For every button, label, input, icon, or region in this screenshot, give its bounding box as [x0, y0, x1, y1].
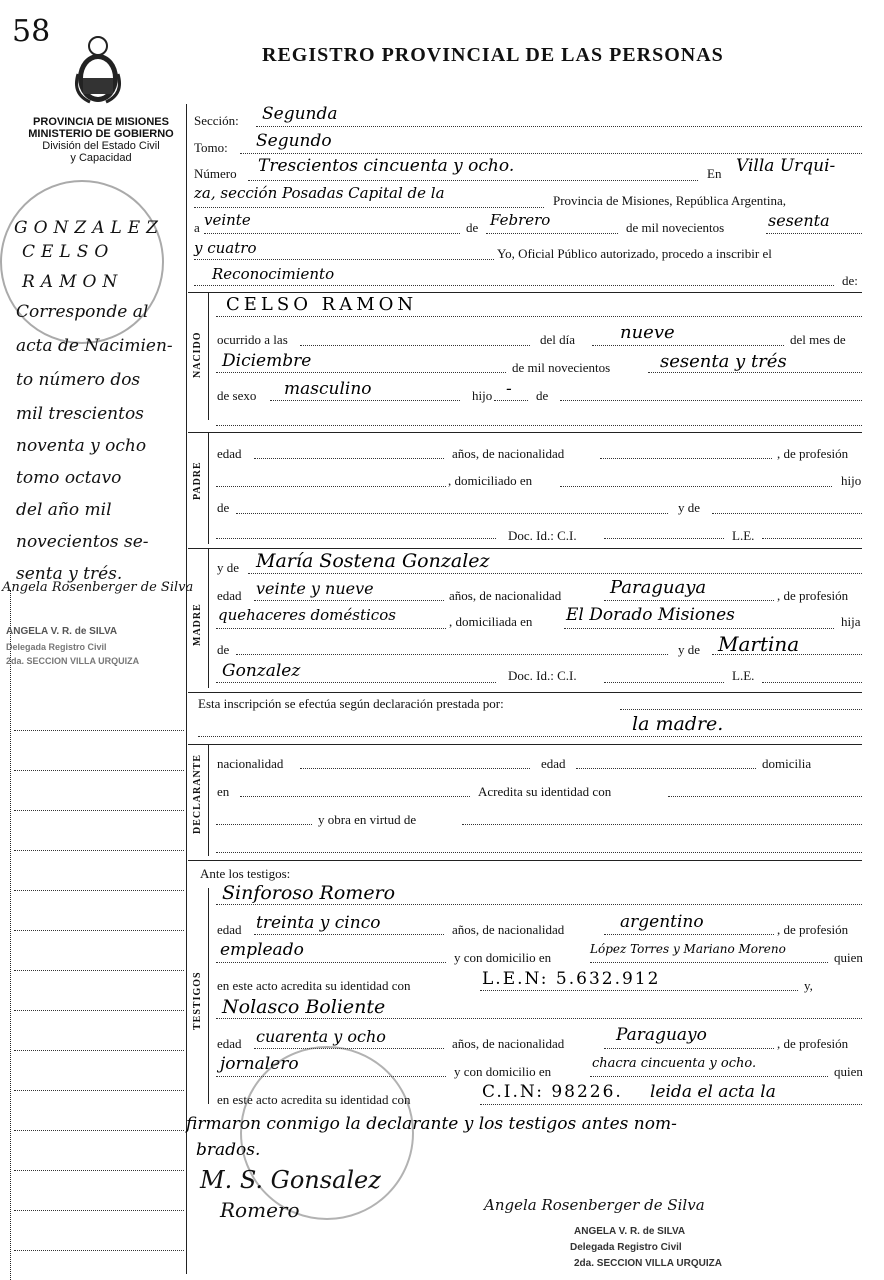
declarante-por-line: [198, 736, 862, 737]
padre-nombre-line: [216, 538, 496, 539]
madre-madre-value2: Gonzalez: [222, 661, 301, 681]
declarante-nacionalidad-line: [300, 768, 530, 769]
testigo1-profesion-value: empleado: [220, 940, 304, 960]
document-title: REGISTRO PROVINCIAL DE LAS PERSONAS: [262, 44, 724, 66]
madre-section-border: [208, 548, 209, 688]
testigo1-documento-line: [480, 990, 798, 991]
margin-line: del año mil: [16, 500, 112, 520]
page-number: 58: [12, 14, 51, 49]
declarante-domicilio-label: domicilia: [762, 756, 812, 771]
declarante-section-border: [208, 744, 209, 856]
madre-edad-line: [254, 600, 444, 601]
testigo1-quien-label: quien: [834, 950, 863, 965]
lugar-line: [194, 207, 544, 208]
padre-section-label: PADRE: [192, 461, 203, 500]
testigo1-edad-label: edad: [217, 922, 242, 937]
en-value2: za, sección Posadas Capital de la: [194, 184, 445, 202]
margin-line: tomo octavo: [16, 468, 122, 488]
madre-nacionalidad-value: Paraguaya: [610, 577, 707, 598]
yo-label: Yo, Oficial Público autorizado, procedo a inscribir el: [497, 246, 772, 261]
nacido-name-line: [216, 316, 862, 317]
testigo1-profesion-line: [216, 962, 446, 963]
margin-blank-line: [14, 850, 184, 851]
madre-profesion-value: quehaceres domésticos: [218, 606, 396, 624]
firma-oficial: Angela Rosenberger de Silva: [484, 1196, 705, 1214]
a-label: a: [194, 220, 200, 235]
tomo-label: Tomo:: [194, 140, 228, 155]
testigo1-edad-line: [254, 934, 444, 935]
mes-line: [216, 372, 506, 373]
authority-block: [22, 116, 180, 164]
nacido-de-label: de: [536, 388, 549, 403]
testigo2-nombre-value: Nolasco Boliente: [222, 996, 386, 1018]
madre-profesion-line: [216, 628, 446, 629]
nacido-anio-line: [648, 372, 862, 373]
margin-blank-line: [14, 1010, 184, 1011]
anio-value2: y cuatro: [194, 239, 257, 257]
testigo1-domicilio-label: y con domicilio en: [454, 950, 552, 965]
margin-blank-line: [14, 1050, 184, 1051]
madre-de-line: [236, 654, 668, 655]
testigo2-acredita-label: en este acto acredita su identidad con: [217, 1092, 411, 1107]
dia-line: [592, 345, 784, 346]
margin-stamp-line3: 2da. SECCION VILLA URQUIZA: [6, 656, 140, 666]
margin-line: to número dos: [16, 370, 141, 390]
declarante-acredita-line: [668, 796, 862, 797]
mes-line: [486, 233, 618, 234]
testigo2-documento-value: C.I.N: 98226.: [482, 1082, 623, 1102]
madre-nombre-line: [248, 573, 862, 574]
madre-doc-label: Doc. Id.: C.I.: [508, 668, 577, 683]
hijo-value: -: [506, 379, 512, 399]
madre-nacionalidad-line: [604, 600, 774, 601]
testigo1-domicilio-value: López Torres y Mariano Moreno: [590, 942, 786, 956]
del-mes-label: del mes de: [790, 332, 846, 347]
margin-name2: RAMON: [22, 272, 124, 292]
declarante-acredita-label: Acredita su identidad con: [478, 784, 612, 799]
cierre-line3: brados.: [196, 1140, 261, 1160]
nacido-name-value: CELSO RAMON: [226, 294, 418, 315]
testigo2-documento-line: [480, 1104, 862, 1105]
numero-line: [248, 180, 698, 181]
margin-line: acta de Nacimien-: [16, 336, 173, 356]
declarante-edad-line: [576, 768, 756, 769]
padre-doc-label: Doc. Id.: C.I.: [508, 528, 577, 543]
anio-line: [766, 233, 862, 234]
authority-line1: PROVINCIA DE MISIONES: [33, 116, 169, 128]
testigo2-nacionalidad-label: años, de nacionalidad: [452, 1036, 565, 1051]
declarante-obra-line2: [216, 852, 862, 853]
oficial-stamp-line2: Delegada Registro Civil: [570, 1242, 682, 1253]
padre-nacionalidad-label: años, de nacionalidad: [452, 446, 565, 461]
testigo2-domicilio-line: [590, 1076, 828, 1077]
madre-madre-line2: [216, 682, 496, 683]
madre-le-label: L.E.: [732, 668, 755, 683]
margin-name1: CELSO: [22, 242, 115, 262]
padre-y-de-label: y de: [678, 500, 701, 515]
margin-surname: GONZALEZ: [14, 218, 164, 238]
mil-label: de mil novecientos: [512, 360, 611, 375]
padre-domiciliado-label: , domiciliado en: [448, 473, 533, 488]
hijo-label: hijo: [472, 388, 493, 403]
testigo2-edad-value: cuarenta y ocho: [256, 1027, 386, 1046]
numero-value: Trescientos cincuenta y ocho.: [258, 156, 515, 176]
madre-y-de-label2: y de: [678, 642, 701, 657]
testigos-intro-label: Ante los testigos:: [200, 866, 291, 881]
acto-value: Reconocimiento: [212, 265, 335, 283]
nacido-de-line2: [216, 425, 862, 426]
firma-declarante: M. S. Gonsalez: [200, 1166, 381, 1194]
margin-stamp-line2: Delegada Registro Civil: [6, 642, 107, 652]
sexo-value: masculino: [284, 379, 372, 399]
testigo1-nombre-value: Sinforoso Romero: [222, 882, 396, 904]
testigo1-nacionalidad-label: años, de nacionalidad: [452, 922, 565, 937]
sexo-line: [270, 400, 460, 401]
hijo-line: [494, 400, 528, 401]
padre-le-line: [762, 538, 862, 539]
padre-edad-line: [254, 458, 444, 459]
nacido-top-border: [188, 292, 862, 293]
margin-blank-line: [14, 930, 184, 931]
padre-de-label: de: [217, 500, 230, 515]
declarante-obra-line: [462, 824, 862, 825]
sexo-label: de sexo: [217, 388, 257, 403]
padre-section-border: [208, 432, 209, 544]
anio-value: sesenta: [768, 211, 830, 230]
padre-profesion-line: [216, 486, 446, 487]
madre-de-label: de: [217, 642, 230, 657]
madre-madre-value: Martina: [718, 632, 800, 656]
cierre-line2: firmaron conmigo la declarante y los testigos antes nom-: [186, 1114, 677, 1134]
margin-line: mil trescientos: [16, 404, 144, 424]
testigos-top-border: [188, 860, 862, 861]
nacido-mes-value: Diciembre: [222, 351, 312, 371]
nacido-section-border: [208, 292, 209, 420]
madre-domicilio-line: [564, 628, 834, 629]
margin-blank-line: [14, 1210, 184, 1211]
madre-ci-line: [604, 682, 724, 683]
anio-line2: [194, 259, 494, 260]
testigo1-nacionalidad-line: [604, 934, 774, 935]
testigo1-documento-value: L.E.N: 5.632.912: [482, 969, 661, 989]
oficial-stamp-line3: 2da. SECCION VILLA URQUIZA: [574, 1258, 722, 1269]
tomo-value: Segundo: [256, 131, 332, 151]
padre-nacionalidad-line: [600, 458, 772, 459]
del-dia-label: del día: [540, 332, 576, 347]
declarante-en-line: [240, 796, 470, 797]
margin-blank-line: [14, 730, 184, 731]
oficial-stamp-line1: ANGELA V. R. de SILVA: [574, 1226, 686, 1237]
margin-line: novecientos se-: [16, 532, 149, 552]
madre-nombre-value: María Sostena Gonzalez: [256, 550, 490, 572]
testigo2-quien-label: quien: [834, 1064, 863, 1079]
testigo2-profesion-label: , de profesión: [777, 1036, 849, 1051]
declarante-section-top: [188, 744, 862, 745]
madre-y-de-label: y de: [217, 560, 240, 575]
declarante-por-value: la madre.: [632, 713, 724, 735]
mes-value: Febrero: [490, 211, 551, 229]
padre-domicilio-line: [560, 486, 832, 487]
anio-label: de mil novecientos: [626, 220, 725, 235]
testigo1-acredita-label: en este acto acredita su identidad con: [217, 978, 411, 993]
declarante-obra-label: y obra en virtud de: [318, 812, 417, 827]
declarante-top-border: [188, 692, 862, 693]
margin-blank-line: [14, 1130, 184, 1131]
declarante-en-label: en: [217, 784, 230, 799]
testigo2-profesion-value: jornalero: [220, 1054, 299, 1074]
testigo2-nacionalidad-value: Paraguayo: [616, 1025, 707, 1045]
authority-line4: y Capacidad: [70, 152, 132, 164]
tomo-line: [240, 153, 862, 154]
form-left-border: [186, 104, 187, 1274]
de-label: de: [466, 220, 479, 235]
madre-top-border: [188, 548, 862, 549]
testigo2-nombre-line: [216, 1018, 862, 1019]
declarante-edad-label: edad: [541, 756, 566, 771]
madre-edad-value: veinte y nueve: [256, 579, 374, 598]
de-label2: de:: [842, 273, 858, 288]
testigo1-profesion-label: , de profesión: [777, 922, 849, 937]
padre-profesion-label: , de profesión: [777, 446, 849, 461]
cierre-line1: leida el acta la: [650, 1082, 776, 1102]
testigo2-domicilio-value: chacra cincuenta y ocho.: [592, 1056, 757, 1071]
testigo1-nombre-line: [216, 904, 862, 905]
dia-line: [204, 233, 460, 234]
nacido-de-line: [560, 400, 862, 401]
coat-of-arms-icon: [70, 34, 126, 106]
nacido-section-label: NACIDO: [192, 331, 203, 378]
testigo2-edad-label: edad: [217, 1036, 242, 1051]
margin-blank-line: [14, 1170, 184, 1171]
numero-label: Número: [194, 166, 237, 181]
authority-line2: MINISTERIO DE GOBIERNO: [28, 128, 174, 140]
seccion-label: Sección:: [194, 113, 239, 128]
firma-testigo: Romero: [220, 1198, 300, 1222]
en-value: Villa Urqui-: [736, 156, 836, 176]
seccion-value: Segunda: [262, 104, 338, 124]
margin-blank-line: [14, 1250, 184, 1251]
margin-blank-line: [14, 810, 184, 811]
padre-y-de-line: [712, 513, 862, 514]
declarante-nacionalidad-label: nacionalidad: [217, 756, 284, 771]
testigo1-y-label: y,: [804, 978, 813, 993]
padre-ci-line: [604, 538, 724, 539]
testigo1-nacionalidad-value: argentino: [620, 912, 704, 932]
margin-line: senta y trés.: [16, 564, 123, 584]
declarante-doc-line: [216, 824, 312, 825]
madre-section-label: MADRE: [192, 603, 203, 646]
margin-note: [0, 170, 194, 710]
padre-de-line: [236, 513, 668, 514]
margin-line: noventa y ocho: [16, 436, 147, 456]
padre-top-border: [188, 432, 862, 433]
acto-line: [194, 285, 834, 286]
nacido-dia-value: nueve: [620, 322, 675, 343]
declarante-section-label: DECLARANTE: [192, 753, 203, 834]
declarante-intro-label: Esta inscripción se efectúa según declaración prestada por:: [198, 696, 504, 711]
madre-domicilio-value: El Dorado Misiones: [566, 605, 735, 625]
ocurrido-line: [300, 345, 530, 346]
en-label: En: [707, 166, 722, 181]
testigo2-nacionalidad-line: [604, 1048, 774, 1049]
provincia-label: Provincia de Misiones, República Argentina,: [553, 193, 786, 208]
padre-hijo-label: hijo: [841, 473, 862, 488]
testigo1-edad-value: treinta y cinco: [256, 913, 381, 933]
nacido-anio-value: sesenta y trés: [660, 351, 787, 372]
seccion-line: [256, 126, 862, 127]
ocurrido-label: ocurrido a las: [217, 332, 288, 347]
margin-blank-line: [14, 890, 184, 891]
margin-signature: Angela Rosenberger de Silva: [2, 580, 194, 595]
madre-edad-label: edad: [217, 588, 242, 603]
testigos-section-label: TESTIGOS: [192, 971, 203, 1030]
padre-edad-label: edad: [217, 446, 242, 461]
madre-domiciliada-label: , domiciliada en: [449, 614, 533, 629]
authority-line3: División del Estado Civil: [42, 140, 160, 152]
madre-hija-label: hija: [841, 614, 861, 629]
testigos-section-border: [208, 888, 209, 1104]
margin-line: Corresponde al: [16, 302, 149, 322]
margin-stamp-line1: ANGELA V. R. de SILVA: [6, 626, 118, 637]
madre-nacionalidad-label: años, de nacionalidad: [449, 588, 562, 603]
declarante-intro-line: [620, 709, 862, 710]
margin-blank-line: [14, 970, 184, 971]
testigo1-domicilio-line: [590, 962, 828, 963]
margin-blank-line: [14, 770, 184, 771]
madre-profesion-label: , de profesión: [777, 588, 849, 603]
testigo2-domicilio-label: y con domicilio en: [454, 1064, 552, 1079]
madre-le-line: [762, 682, 862, 683]
padre-le-label: L.E.: [732, 528, 755, 543]
dia-value: veinte: [204, 211, 251, 229]
margin-blank-line: [14, 1090, 184, 1091]
